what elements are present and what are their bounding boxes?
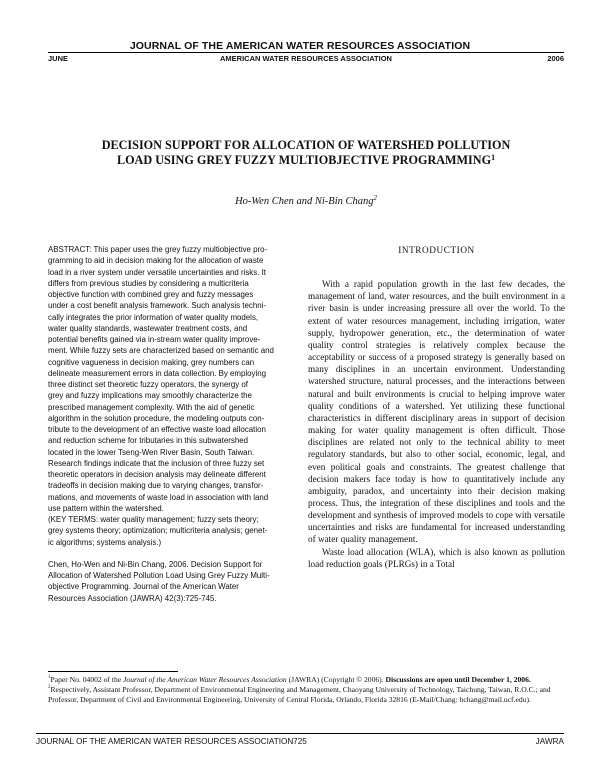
abstract-line: algorithm in the solution procedure, the modeling outputs con- bbox=[48, 413, 265, 423]
abstract-line: use pattern within the watershed. bbox=[48, 503, 164, 513]
authors bbox=[48, 196, 564, 207]
abstract-line: three distinct set theoretic fuzzy operators, the synergy of bbox=[48, 380, 248, 389]
abstract-line: load in a river system under versatile uncertainties and risks. It bbox=[48, 267, 266, 277]
title-line-2-text: LOAD USING GREY FUZZY MULTIOBJECTIVE PROGRAMMING bbox=[116, 153, 492, 167]
abstract-line: located in the lower Tseng-Wen River Basin, South Taiwan. bbox=[48, 447, 255, 457]
footnote-2 bbox=[48, 685, 564, 705]
running-header-row bbox=[48, 54, 564, 66]
title-line-1: DECISION SUPPORT FOR ALLOCATION OF WATERSHED POLLUTION bbox=[101, 138, 511, 152]
key-terms-line: grey systems theory; optimization; multicriteria analysis; genet- bbox=[48, 526, 268, 536]
title-line-2 bbox=[48, 153, 564, 168]
abstract-line: grey and fuzzy implications may smoothly characterize the bbox=[48, 391, 252, 401]
abstract-line: Research findings indicate that the inclusion of three fuzzy set bbox=[48, 458, 265, 468]
abstract-line: tribute to the development of an effective waste load allocation bbox=[48, 425, 266, 434]
abstract-line: objective function with combined grey and fuzzy messages bbox=[48, 290, 254, 299]
footer-journal: JOURNAL OF THE AMERICAN WATER RESOURCES ASSOCIATION bbox=[36, 737, 294, 746]
footnote-2-text: Respectively, Assistant Professor, Department of Environmental Engineering and Management, Chaoyang University of Technology, Taichung, Taiwan, R.O.C.; and Professor, Department of Civil and Environmental Engineering, University of Central Florida, Orlando, Florida 32816 (E-Mail/Chang: hchang@mail.ucf.edu). bbox=[48, 685, 551, 705]
introduction-heading: INTRODUCTION bbox=[398, 245, 475, 255]
footnote-rule bbox=[48, 671, 178, 672]
introduction-column bbox=[308, 244, 565, 570]
footnote-1-mark: 1 bbox=[48, 675, 51, 680]
footer-abbrev: JAWRA bbox=[535, 737, 564, 746]
footnote-1-copyright: (JAWRA) (Copyright © 2006). bbox=[286, 675, 386, 684]
abstract-line: ABSTRACT: This paper uses the grey fuzzy multiobjective pro- bbox=[48, 245, 268, 254]
citation-line: objective Programming. Journal of the American Water bbox=[48, 582, 239, 592]
page-number: 725 bbox=[293, 737, 307, 746]
abstract-line: cognitive vagueness in decision making, grey numbers can bbox=[48, 357, 255, 367]
abstract-line: delineate measurement errors in data collection. By employing bbox=[48, 368, 266, 378]
header-year: 2006 bbox=[547, 54, 564, 63]
abstract-line: gramming to aid in decision making for the allocation of waste bbox=[48, 256, 264, 266]
paper-title bbox=[48, 138, 564, 168]
footnote-1-discussion: Discussions are open until December 1, 2006. bbox=[385, 675, 531, 684]
abstract-line: theoretic operators in decision analysis may delineate different bbox=[48, 470, 266, 479]
footnote-2-mark: 2 bbox=[48, 685, 51, 691]
author-names: Ho-Wen Chen and Ni-Bin Chang bbox=[235, 196, 374, 207]
footnote-1-journal: Journal of the American Water Resources Association bbox=[123, 675, 287, 684]
abstract-line: cally integrates the prior information of water quality models, bbox=[48, 312, 259, 322]
page-footer bbox=[36, 737, 564, 749]
running-header-journal: JOURNAL OF THE AMERICAN WATER RESOURCES ASSOCIATION bbox=[129, 40, 471, 52]
abstract-column bbox=[48, 244, 298, 604]
header-association: AMERICAN WATER RESOURCES ASSOCIATION bbox=[220, 54, 392, 63]
citation-line: Resources Association (JAWRA) 42(3):725-745. bbox=[48, 593, 217, 603]
citation-line: Allocation of Watershed Pollution Load Using Grey Fuzzy Multi- bbox=[48, 571, 270, 580]
citation-line: Chen, Ho-Wen and Ni-Bin Chang, 2006. Decision Support for bbox=[48, 559, 263, 569]
header-month: JUNE bbox=[48, 54, 69, 63]
abstract-line: mations, and movements of waste load in association with land bbox=[48, 492, 269, 502]
title-footnote-mark: 1 bbox=[491, 153, 496, 162]
abstract-line: prescribed management complexity. With the aid of genetic bbox=[48, 402, 255, 412]
abstract-line: potential benefits gained via in-stream water quality improve- bbox=[48, 335, 261, 344]
abstract-line: under a cost benefit analysis framework. Such analysis techni- bbox=[48, 301, 266, 311]
footnotes bbox=[48, 675, 564, 706]
abstract-line: ment. While fuzzy sets are characterized based on semantic and bbox=[48, 346, 274, 356]
abstract bbox=[48, 244, 298, 548]
key-terms-line: ic algorithms; systems analysis.) bbox=[48, 537, 162, 547]
introduction-paragraph-1: With a rapid population growth in the last few decades, the management of land, water resources, and the built environment in a river basin is under increasing pressure all over the world. To the extent of water resources management, including irrigation, water supply, hydropower generation, etc., the determination of water quality control strategies is relatively complex because the acceptability or success of a proposed strategy is generally based on many disciplines in an uncertain environment. Understanding watershed structure, natural processes, and the interactions between natural and built environments is crucial to helping improve water quality conditions of a watershed. Yet utilizing these functional characteristics in different disciplinary areas in support of decision making for water quality management is often difficult. Those disciplines are related not only to the technical ability to meet regulatory standards, but also to other social, economic, legal, and even political goals and constraints. The greatest challenge that decision makers face today is how to quantitatively include any ambiguity, paradox, and uncertainty into their decision making process. Thus, the integration of these disciplines and tools and the development and synthesis of improved models to cope with versatile uncertainties and risks are fundamental for increased understanding of water quality management. bbox=[308, 279, 565, 545]
abstract-line: and reduction scheme for tributaries in this subwatershed bbox=[48, 436, 249, 446]
abstract-line: tradeoffs in decision making due to varying changes, transfor- bbox=[48, 481, 264, 491]
header-rule bbox=[48, 52, 564, 53]
key-terms-line: (KEY TERMS: water quality management; fuzzy sets theory; bbox=[48, 515, 259, 524]
footnote-1-text: Paper No. 04002 of the bbox=[50, 675, 124, 684]
footer-rule bbox=[36, 733, 564, 734]
abstract-line: water quality standards, wastewater treatment costs, and bbox=[48, 323, 248, 333]
author-footnote-mark: 2 bbox=[373, 195, 377, 202]
introduction-paragraph-2: Waste load allocation (WLA), which is also known as pollution load reduction goals (PLRGs) in a Total bbox=[308, 546, 565, 569]
citation bbox=[48, 559, 298, 604]
footnote-1 bbox=[48, 675, 564, 685]
abstract-line: differs from previous studies by considering a multicriteria bbox=[48, 278, 249, 288]
